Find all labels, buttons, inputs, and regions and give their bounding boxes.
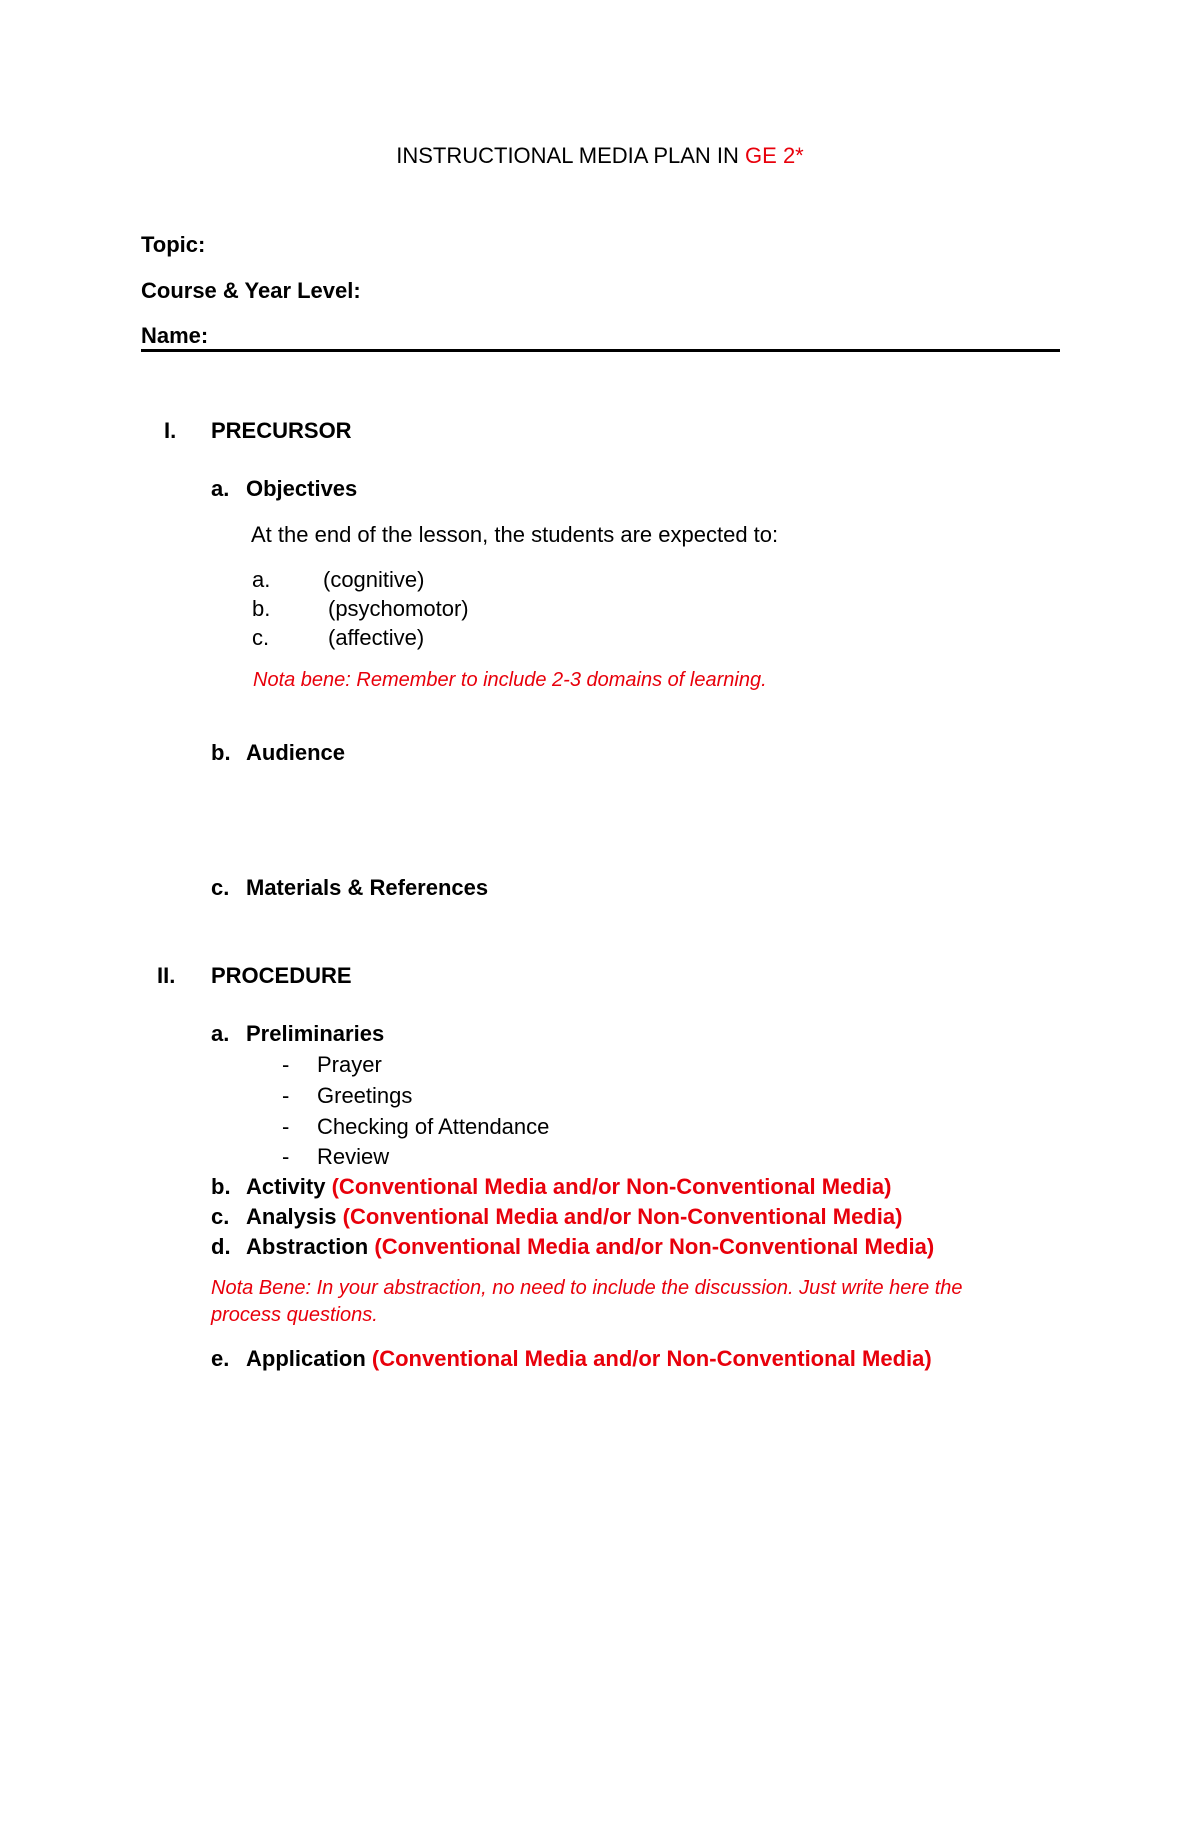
list-dash: - — [282, 1083, 290, 1108]
analysis-row — [246, 1204, 902, 1230]
objective-letter: a. — [252, 567, 271, 592]
preliminaries-item: Greetings — [317, 1083, 413, 1108]
preliminaries-item: Review — [317, 1144, 390, 1169]
objective-text: (affective) — [328, 625, 425, 650]
list-dash: - — [282, 1114, 290, 1139]
section-numeral-1: I. — [164, 418, 177, 443]
objectives-label: Objectives — [246, 476, 358, 501]
preliminaries-item: Prayer — [317, 1052, 382, 1077]
objective-letter: b. — [252, 596, 271, 621]
list-dash: - — [282, 1144, 290, 1169]
abstraction-letter: d. — [211, 1234, 231, 1259]
abstraction-label: Abstraction — [246, 1234, 369, 1259]
application-letter: e. — [211, 1346, 230, 1371]
section-numeral-2: II. — [157, 963, 176, 988]
course-year-label: Course & Year Level: — [141, 278, 361, 303]
list-dash: - — [282, 1052, 290, 1077]
topic-label: Topic: — [141, 232, 206, 257]
objective-text: (cognitive) — [323, 567, 425, 592]
materials-label: Materials & References — [246, 875, 489, 900]
activity-media: (Conventional Media and/or Non-Conventional Media) — [331, 1174, 892, 1199]
activity-letter: b. — [211, 1174, 231, 1199]
name-label: Name: — [141, 323, 209, 348]
activity-label: Activity — [246, 1174, 326, 1199]
section-heading-precursor: PRECURSOR — [211, 418, 352, 443]
analysis-letter: c. — [211, 1204, 230, 1229]
audience-letter: b. — [211, 740, 231, 765]
preliminaries-letter: a. — [211, 1021, 230, 1046]
analysis-media: (Conventional Media and/or Non-Conventional Media) — [342, 1204, 903, 1229]
abstraction-media: (Conventional Media and/or Non-Conventional Media) — [374, 1234, 935, 1259]
abstraction-row — [246, 1234, 934, 1260]
objective-text: (psychomotor) — [328, 596, 469, 621]
application-row — [246, 1346, 932, 1372]
materials-letter: c. — [211, 875, 230, 900]
application-label: Application — [246, 1346, 366, 1371]
application-media: (Conventional Media and/or Non-Conventional Media) — [371, 1346, 932, 1371]
abstraction-note-line2: process questions. — [211, 1304, 378, 1326]
activity-row — [246, 1174, 891, 1200]
title-main: INSTRUCTIONAL MEDIA PLAN IN — [396, 143, 746, 168]
objectives-letter: a. — [211, 476, 230, 501]
title-course: GE 2* — [745, 143, 804, 168]
objective-letter: c. — [252, 625, 270, 650]
objectives-intro: At the end of the lesson, the students are expected to: — [251, 522, 779, 547]
document-title — [0, 143, 1200, 169]
preliminaries-item: Checking of Attendance — [317, 1114, 550, 1139]
preliminaries-label: Preliminaries — [246, 1021, 385, 1046]
objectives-note: Nota bene: Remember to include 2-3 domains of learning. — [253, 669, 767, 691]
analysis-label: Analysis — [246, 1204, 337, 1229]
header-divider — [141, 349, 1060, 352]
abstraction-note-line1: Nota Bene: In your abstraction, no need to include the discussion. Just write here the — [211, 1277, 963, 1299]
section-heading-procedure: PROCEDURE — [211, 963, 352, 988]
audience-label: Audience — [246, 740, 346, 765]
